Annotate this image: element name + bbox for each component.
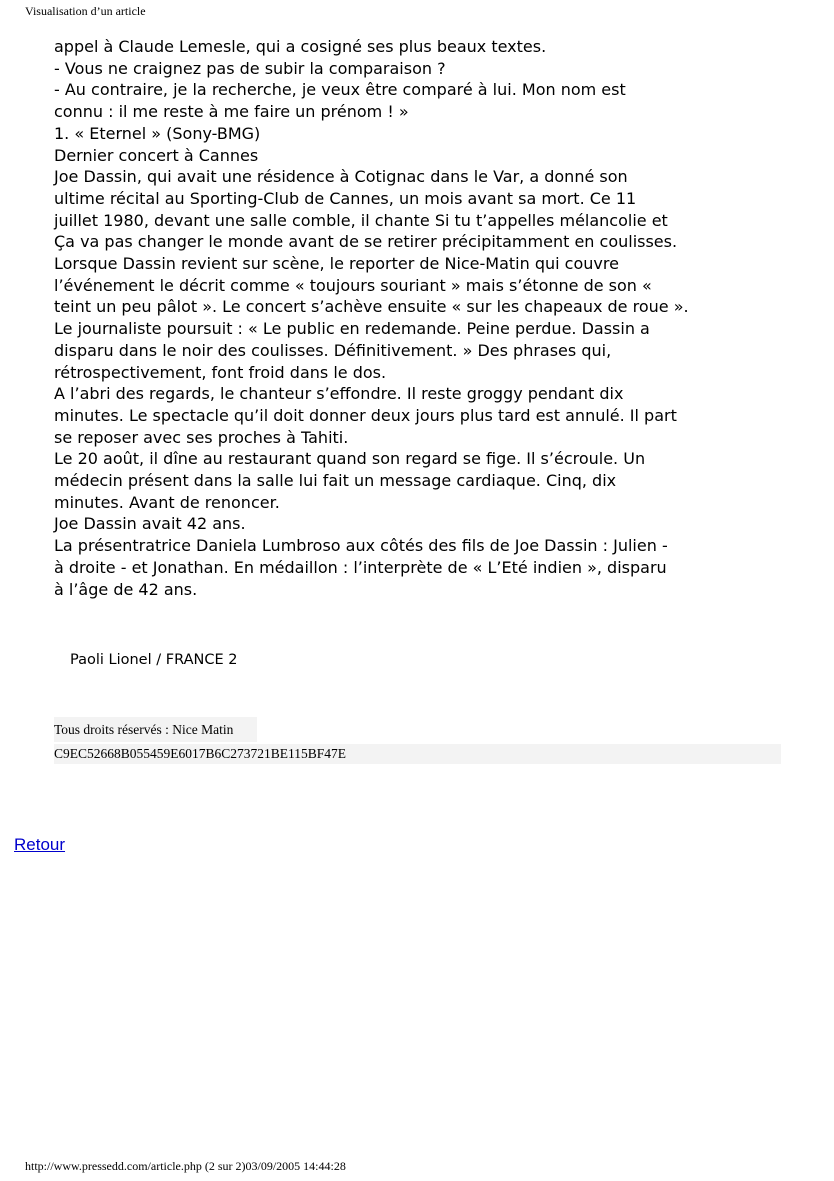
- article-line: Le 20 août, il dîne au restaurant quand son regard se fige. Il s’écroule. Un: [54, 449, 646, 469]
- article-line: A l’abri des regards, le chanteur s’effondre. Il reste groggy pendant dix: [54, 384, 624, 404]
- article-line: Ça va pas changer le monde avant de se retirer précipitamment en coulisses.: [54, 232, 678, 252]
- section-heading: Dernier concert à Cannes: [54, 145, 259, 165]
- article-line: Le journaliste poursuit : « Le public en redemande. Peine perdue. Dassin a: [54, 319, 650, 339]
- article-hash: C9EC52668B055459E6017B6C273721BE115BF47E: [54, 744, 781, 764]
- article-line: rétrospectivement, font froid dans le dos.: [54, 362, 387, 382]
- article-line: teint un peu pâlot ». Le concert s’achève ensuite « sur les chapeaux de roue ».: [54, 297, 689, 317]
- article-line: juillet 1980, devant une salle comble, il chante Si tu t’appelles mélancolie et: [54, 210, 668, 230]
- article-author: Paoli Lionel / FRANCE 2: [70, 652, 238, 668]
- article-line: disparu dans le noir des coulisses. Définitivement. » Des phrases qui,: [54, 340, 612, 360]
- copyright-notice: Tous droits réservés : Nice Matin: [54, 717, 257, 742]
- article-line: appel à Claude Lemesle, qui a cosigné ses plus beaux textes.: [54, 37, 547, 56]
- article-line: se reposer avec ses proches à Tahiti.: [54, 427, 349, 447]
- article-line: médecin présent dans la salle lui fait un message cardiaque. Cinq, dix: [54, 471, 617, 491]
- article-line: connu : il me reste à me faire un prénom ! »: [54, 102, 409, 122]
- page-header-title: Visualisation d’un article: [25, 4, 146, 18]
- article-line: l’événement le décrit comme « toujours souriant » mais s’étonne de son «: [54, 275, 652, 295]
- photo-caption-line: à l’âge de 42 ans.: [54, 579, 198, 599]
- back-link[interactable]: Retour: [14, 835, 66, 854]
- article-line: - Vous ne craignez pas de subir la comparaison ?: [54, 58, 446, 78]
- article-line: Joe Dassin avait 42 ans.: [54, 514, 246, 534]
- article-line: minutes. Le spectacle qu’il doit donner deux jours plus tard est annulé. Il part: [54, 405, 677, 425]
- photo-caption-line: à droite - et Jonathan. En médaillon : l’interprète de « L’Eté indien », disparu: [54, 557, 667, 577]
- photo-caption-line: La présentratrice Daniela Lumbroso aux côtés des fils de Joe Dassin : Julien -: [54, 536, 668, 556]
- page-footer-url: http://www.pressedd.com/article.php (2 sur 2)03/09/2005 14:44:28: [25, 1159, 346, 1173]
- article-line: minutes. Avant de renoncer.: [54, 492, 280, 512]
- article-line: ultime récital au Sporting-Club de Cannes, un mois avant sa mort. Ce 11: [54, 188, 637, 208]
- article-line: - Au contraire, je la recherche, je veux être comparé à lui. Mon nom est: [54, 80, 626, 100]
- article-line: 1. « Eternel » (Sony-BMG): [54, 123, 261, 143]
- article-body: [54, 36, 789, 600]
- article-line: Joe Dassin, qui avait une résidence à Cotignac dans le Var, a donné son: [54, 167, 628, 187]
- article-line: Lorsque Dassin revient sur scène, le reporter de Nice-Matin qui couvre: [54, 254, 619, 274]
